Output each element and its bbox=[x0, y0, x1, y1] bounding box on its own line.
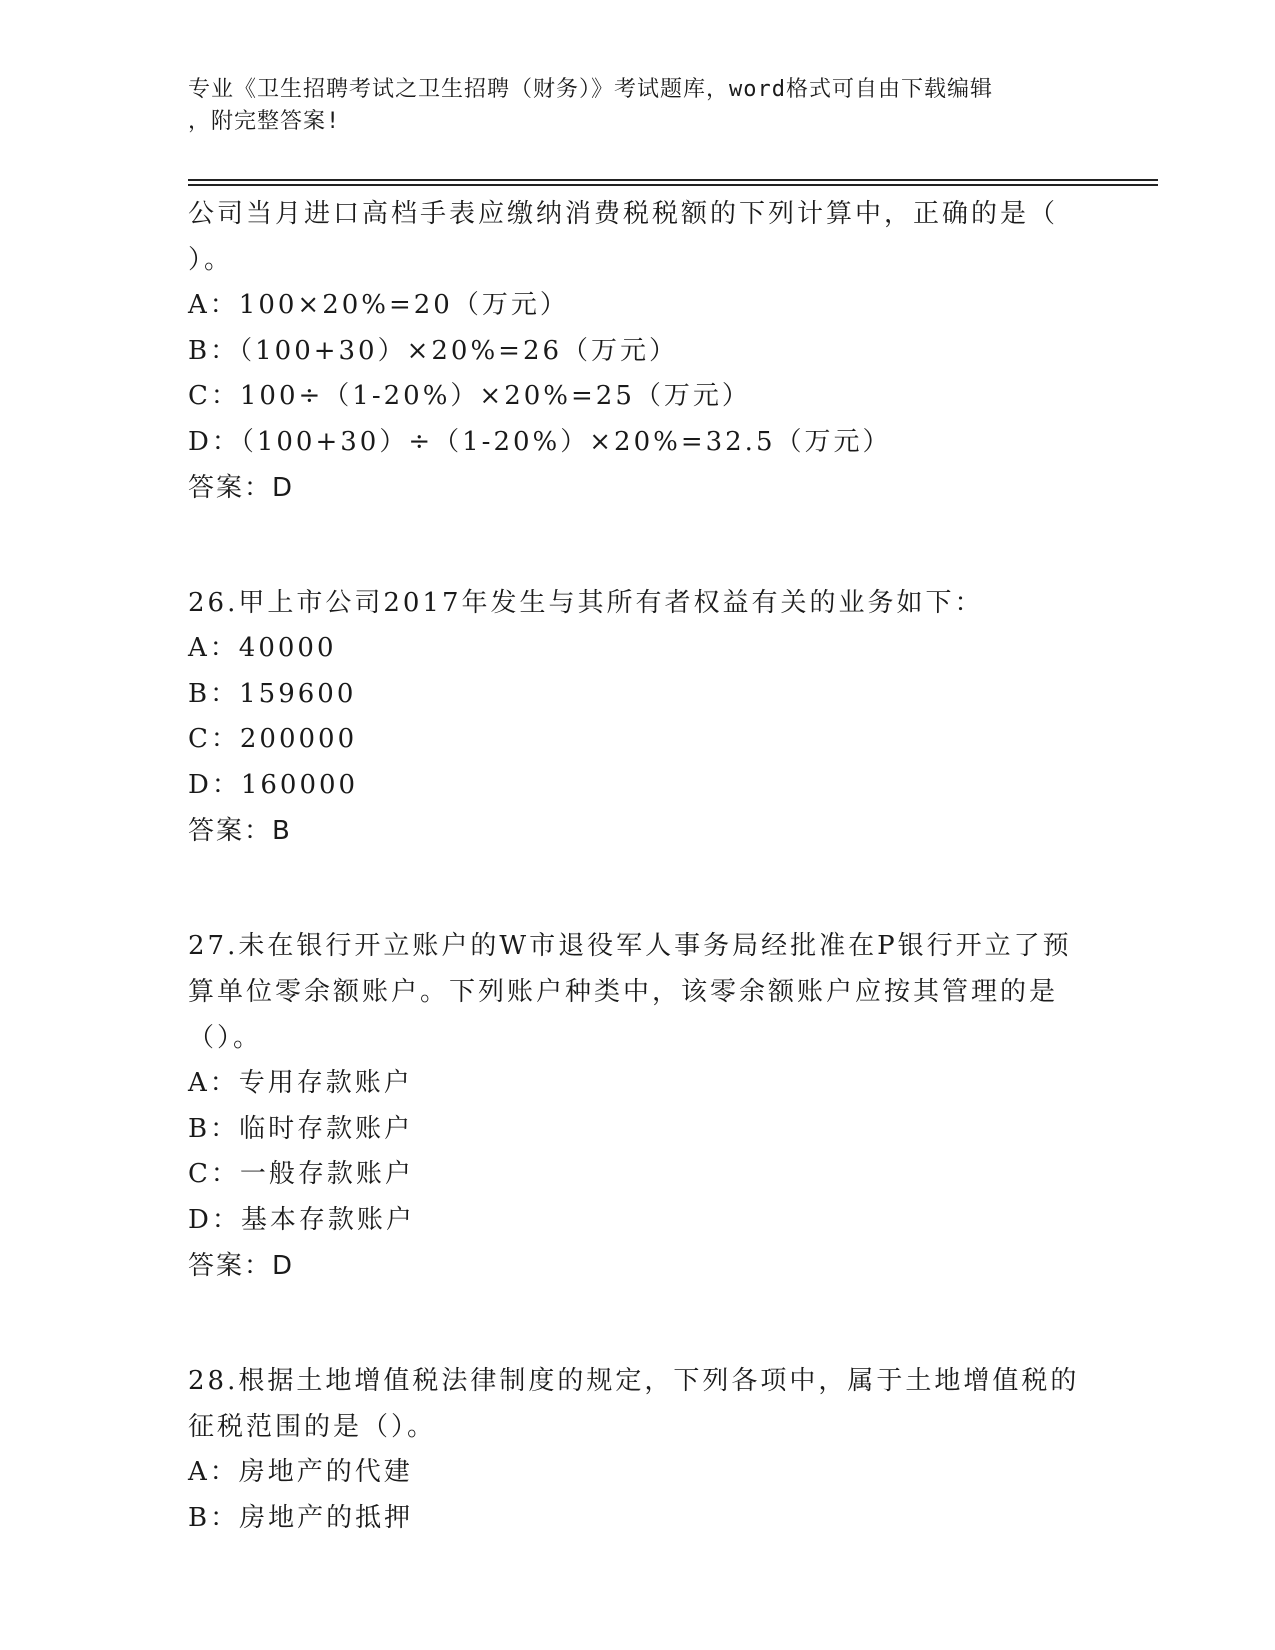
option-c: C：100÷（1-20%）×20%=25（万元） bbox=[188, 381, 751, 411]
question-text: ）。 bbox=[188, 245, 234, 275]
option-b: B：（100+30）×20%=26（万元） bbox=[188, 335, 679, 366]
question-block bbox=[188, 1358, 1088, 1541]
question-text: 公司当月进口高档手表应缴纳消费税税额的下列计算中，正确的是（ bbox=[188, 199, 1059, 229]
option-b: B：房地产的抵押 bbox=[188, 1502, 414, 1533]
header-divider-top bbox=[188, 179, 1158, 181]
question-spacer bbox=[188, 535, 1088, 580]
question-block bbox=[188, 923, 1088, 1289]
option-a: A：40000 bbox=[188, 633, 337, 663]
question-text: 征税范围的是（）。 bbox=[188, 1412, 437, 1442]
option-c: C：200000 bbox=[188, 724, 358, 754]
option-b: B：临时存款账户 bbox=[188, 1113, 414, 1144]
option-a: A：房地产的代建 bbox=[188, 1457, 413, 1487]
option-d: D：（100+30）÷（1-20%）×20%=32.5（万元） bbox=[188, 426, 892, 457]
question-text: 27.未在银行开立账户的W市退役军人事务局经批准在P银行开立了预 bbox=[188, 931, 1072, 961]
option-a: A：100×20%=20（万元） bbox=[188, 290, 569, 320]
answer-text: 答案：B bbox=[188, 816, 292, 846]
header-line-2: ，附完整答案! bbox=[188, 109, 341, 134]
question-block bbox=[188, 191, 1088, 511]
answer-text: 答案：D bbox=[188, 1251, 295, 1281]
question-spacer bbox=[188, 878, 1088, 923]
question-text: （）。 bbox=[188, 1023, 263, 1053]
question-list bbox=[188, 191, 1088, 1565]
header-line-1: 专业《卫生招聘考试之卫生招聘（财务）》考试题库，word格式可自由下载编辑 bbox=[188, 77, 993, 102]
header-divider-bottom bbox=[188, 184, 1158, 186]
option-d: D：160000 bbox=[188, 769, 359, 800]
option-c: C：一般存款账户 bbox=[188, 1159, 414, 1189]
option-d: D：基本存款账户 bbox=[188, 1204, 415, 1235]
option-b: B：159600 bbox=[188, 678, 357, 709]
question-text: 算单位零余额账户。下列账户种类中，该零余额账户应按其管理的是 bbox=[188, 977, 1059, 1007]
answer-text: 答案：D bbox=[188, 473, 295, 503]
document-header bbox=[188, 74, 1068, 138]
question-block bbox=[188, 580, 1088, 854]
question-text: 28.根据土地增值税法律制度的规定，下列各项中，属于土地增值税的 bbox=[188, 1366, 1080, 1396]
option-a: A：专用存款账户 bbox=[188, 1068, 413, 1098]
question-spacer bbox=[188, 1313, 1088, 1358]
question-text: 26.甲上市公司2017年发生与其所有者权益有关的业务如下： bbox=[188, 588, 984, 618]
